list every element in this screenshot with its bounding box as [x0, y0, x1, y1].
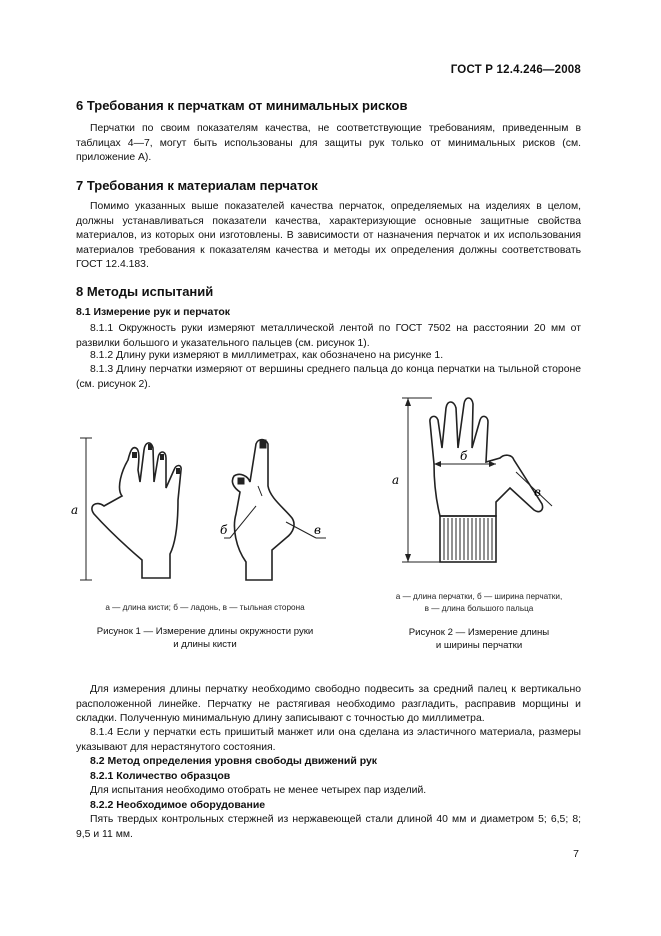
- paragraph-8-2-1: Для испытания необходимо отобрать не менее четырех пар изделий.: [90, 785, 427, 796]
- section-8-1-title: 8.1 Измерение рук и перчаток: [76, 306, 231, 318]
- section-6-paragraph: Перчатки по своим показателям качества, не соответствующие требованиям, приведенным в таблицах 4—7, могут быть использованы для защиты рук только от минимальных рисков (см. приложение А).: [76, 123, 581, 163]
- figure-1-label-a: а: [71, 503, 79, 517]
- figure-1-caption-line-2: и длины кисти: [173, 639, 237, 650]
- page-number: 7: [573, 848, 579, 860]
- figure-2-glove-drawing: [384, 392, 574, 572]
- paragraph-8-1-3: 8.1.3 Длину перчатки измеряют от вершины среднего пальца до конца перчатки на тыльной стороне (см. рисунок 2).: [76, 364, 581, 390]
- section-7-paragraph: Помимо указанных выше показателей качества перчаток, определяемых на изделиях в целом, должны устанавливаться показатели качества, характеризующие основные защитные свойства материалов, из которых они изготовлены. В зависимости от назначения перчаток и их использования материалов требования к показателям качества и методы их определения должны соответствовать ГОСТ 12.4.183.: [76, 201, 581, 270]
- figure-1-label-v: в: [314, 523, 321, 537]
- section-6-title: 6 Требования к перчаткам от минимальных рисков: [76, 98, 408, 113]
- figure-2-caption-line-2: и ширины перчатки: [435, 640, 523, 651]
- figure-2-label-v: в: [534, 485, 541, 499]
- figure-2-caption-line-1: Рисунок 2 — Измерение длины: [408, 627, 550, 638]
- figure-1-legend: а — длина кисти; б — ладонь, в — тыльная сторона: [105, 603, 305, 612]
- figure-1-label-b: б: [220, 523, 228, 537]
- section-7-title: 7 Требования к материалам перчаток: [76, 178, 318, 193]
- paragraph-8-2-2: Пять твердых контрольных стержней из нержавеющей стали длиной 40 мм и диаметром 5; 6,5; 8; 9,5 и 11 мм.: [76, 814, 581, 840]
- document-header-id: ГОСТ Р 12.4.246—2008: [450, 64, 581, 76]
- section-8-2-2-title: 8.2.2 Необходимое оборудование: [90, 799, 266, 811]
- section-8-2-title: 8.2 Метод определения уровня свободы движений рук: [90, 755, 378, 767]
- section-8-title: 8 Методы испытаний: [76, 284, 214, 299]
- paragraph-glove-length: Для измерения длины перчатку необходимо свободно подвесить за средний палец к вертикально расположенной линейке. Перчатку не растягивая необходимо разгладить, расправив морщины и складки. Полученную минимальную длину записывают с точностью до миллиметра.: [76, 684, 581, 724]
- figure-1-hand-drawing: [60, 430, 350, 590]
- paragraph-8-1-2: 8.1.2 Длину руки измеряют в миллиметрах, как обозначено на рисунке 1.: [90, 350, 444, 361]
- section-8-2-1-title: 8.2.1 Количество образцов: [90, 770, 231, 782]
- figure-2-label-a: а: [392, 473, 400, 487]
- figure-1-caption-line-1: Рисунок 1 — Измерение длины окружности руки: [96, 626, 314, 637]
- paragraph-8-1-1: 8.1.1 Окружность руки измеряют металлической лентой по ГОСТ 7502 на расстоянии 20 мм от развилки большого и указательного пальцев (см. рисунок 1).: [76, 323, 581, 349]
- figure-2-label-b: б: [460, 449, 468, 463]
- figure-2-legend: а — длина перчатки, б — ширина перчатки, в — длина большого пальца: [395, 592, 563, 613]
- paragraph-8-1-4: 8.1.4 Если у перчатки есть пришитый манжет или она сделана из эластичного материала, размеры указывают для нерастянутого состояния.: [76, 727, 581, 753]
